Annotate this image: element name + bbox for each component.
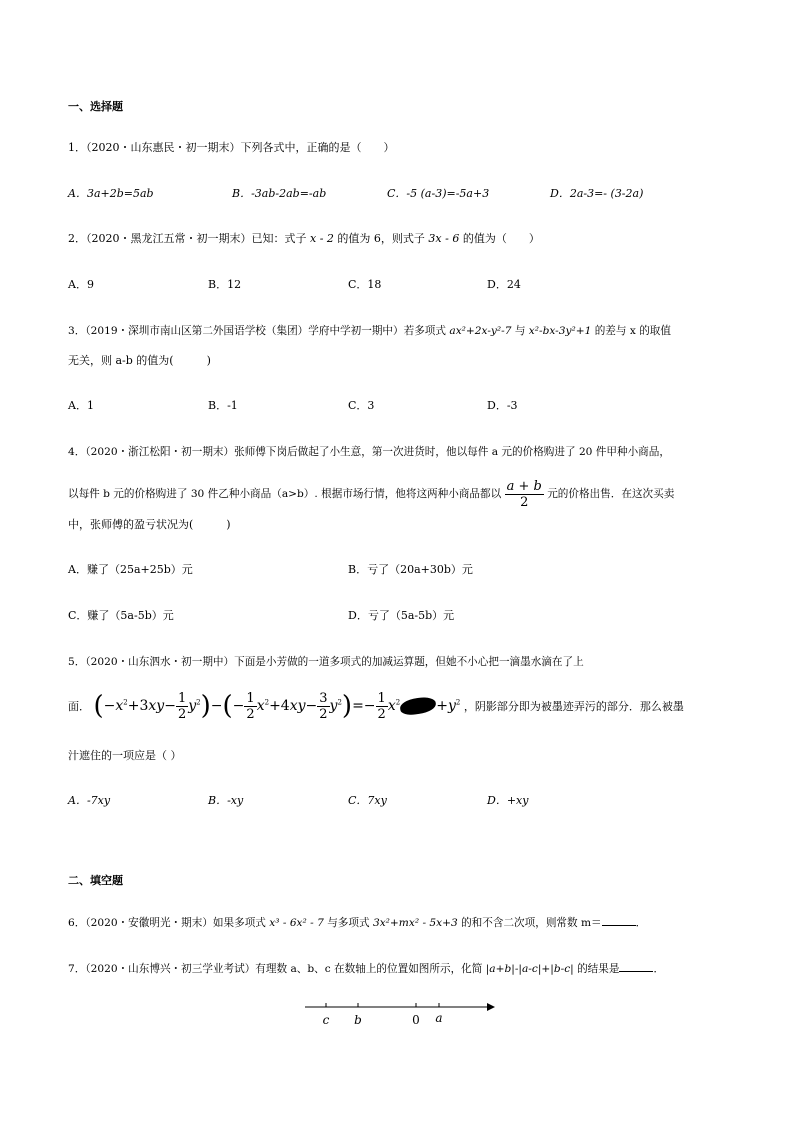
ink-blot	[399, 696, 437, 717]
label-zero: 0	[412, 1013, 420, 1027]
q6-pre: 6．（2020・安徽明光・期末）如果多项式	[68, 917, 266, 929]
q6-mid: 与多项式	[327, 917, 370, 929]
q3-option-d: D．-3	[487, 399, 518, 412]
q3-option-c: C．3	[348, 399, 375, 412]
q6-post: 的和不含二次项，则常数 m＝	[461, 917, 602, 929]
q4-option-c: C．赚了（5a-5b）元	[68, 609, 174, 622]
section-title-fill-in: 二、填空题	[68, 874, 123, 887]
q3-line1-pre: 3．（2019・深圳市南山区第二外国语学校（集团）学府中学初一期中）若多项式	[68, 325, 446, 337]
q2-option-d: D．24	[487, 278, 521, 291]
question-4-line-2	[68, 476, 674, 512]
label-b: b	[354, 1013, 362, 1027]
question-3-line-1	[68, 323, 671, 339]
q1-option-b: B．-3ab-2ab=-ab	[232, 187, 327, 200]
question-1-stem: 1．（2020・山东惠民・初一期末）下列各式中，正确的是（ ）	[68, 141, 395, 154]
question-5-line-2	[68, 688, 684, 725]
q5-option-c: C．7xy	[348, 794, 387, 807]
label-c: c	[322, 1013, 330, 1027]
question-3-line-2: 无关，则 a-b 的值为( )	[68, 354, 211, 367]
question-4-line-3: 中，张师傅的盈亏状况为( )	[68, 518, 231, 531]
question-2-stem	[68, 231, 540, 247]
q4-fraction	[505, 479, 544, 510]
q7-answer-blank[interactable]	[619, 960, 653, 972]
q5-option-b: B．-xy	[208, 794, 244, 807]
question-5-line-3: 汁遮住的一项应是（ ）	[68, 749, 182, 762]
q3-option-b: B．-1	[208, 399, 238, 412]
q1-option-d: D．2a-3=- (3-2a)	[550, 187, 644, 200]
q2-stem-mid: 的值为 6，则式子	[337, 232, 425, 245]
q7-post: 的结果是	[577, 963, 620, 975]
q7-end: ．	[653, 963, 665, 975]
q2-expr-1: x - 2	[310, 232, 334, 245]
question-6-stem	[68, 914, 646, 931]
q2-option-c: C．18	[348, 278, 382, 291]
q6-answer-blank[interactable]	[602, 914, 636, 926]
q7-pre: 7．（2020・山东博兴・初三学业考试）有理数 a、b、c 在数轴上的位置如图所示，化简	[68, 963, 483, 975]
label-a: a	[435, 1011, 443, 1025]
q5-line2-pre: 面．	[68, 700, 90, 713]
q4-frac-denominator: 2	[520, 494, 529, 510]
q3-poly-2: x²-bx-3y²+1	[528, 325, 592, 337]
question-4-line-1: 4．（2020・浙江松阳・初一期末）张师傅下岗后做起了小生意，第一次进货时，他以每件 a 元的价格购进了 20 件甲种小商品，	[68, 446, 670, 458]
q4-line2-pre: 以每件 b 元的价格购进了 30 件乙种小商品（a>b）. 根据市场行情，他将这两种小商品都以	[68, 488, 502, 500]
q3-line1-post: 的差与 x 的取值	[594, 325, 671, 337]
q1-option-c: C．-5 (a-3)=-5a+3	[387, 187, 490, 200]
question-7-stem	[68, 960, 664, 977]
q3-line1-mid: 与	[514, 325, 526, 337]
q2-option-a: A．9	[68, 278, 94, 291]
q1-option-a: A．3a+2b=5ab	[68, 187, 154, 200]
q4-frac-numerator: a + b	[506, 478, 542, 494]
q4-option-d: D．亏了（5a-5b）元	[348, 609, 455, 622]
q5-option-a: A．-7xy	[68, 794, 111, 807]
number-line-arrow-icon	[487, 1003, 495, 1011]
q2-stem-pre: 2．（2020・黑龙江五常・初一期末）已知：式子	[68, 232, 307, 245]
q4-line2-post: 元的价格出售．在这次买卖	[547, 488, 675, 500]
q5-option-d: D．+xy	[487, 794, 529, 807]
q2-expr-2: 3x - 6	[428, 232, 460, 245]
q4-option-b: B．亏了（20a+30b）元	[348, 563, 473, 576]
q6-poly-2: 3x²+mx² - 5x+3	[372, 917, 458, 929]
q6-poly-1: x³ - 6x² - 7	[269, 917, 324, 929]
question-5-line-1: 5．（2020・山东泗水・初一期中）下面是小芳做的一道多项式的加减运算题，但她不小心把一滴墨水滴在了上	[68, 656, 584, 668]
q5-equation: ($-x^2+3xy-$ $\frac{1}{2}$ $y^2)-(-$ $\frac{1}{2}$ $x^2+4xy-$ $\frac{3}{2}$ $y^2)=-$ $\frac{1}{2}$ $x^2 +y^2$	[93, 690, 461, 722]
q6-end: ．	[635, 917, 647, 929]
q2-stem-post: 的值为（ ）	[462, 232, 540, 245]
q3-option-a: A．1	[68, 399, 94, 412]
q2-option-b: B．12	[208, 278, 242, 291]
q7-expr: |a+b|-|a-c|+|b-c|	[485, 963, 574, 975]
q5-line2-post: ，阴影部分即为被墨迹弄污的部分．那么被墨	[463, 700, 684, 713]
q4-option-a: A．赚了（25a+25b）元	[68, 563, 193, 576]
section-title-choice: 一、选择题	[68, 100, 123, 113]
number-line	[305, 1000, 495, 1030]
q3-poly-1: ax²+2x-y²-7	[449, 325, 512, 337]
